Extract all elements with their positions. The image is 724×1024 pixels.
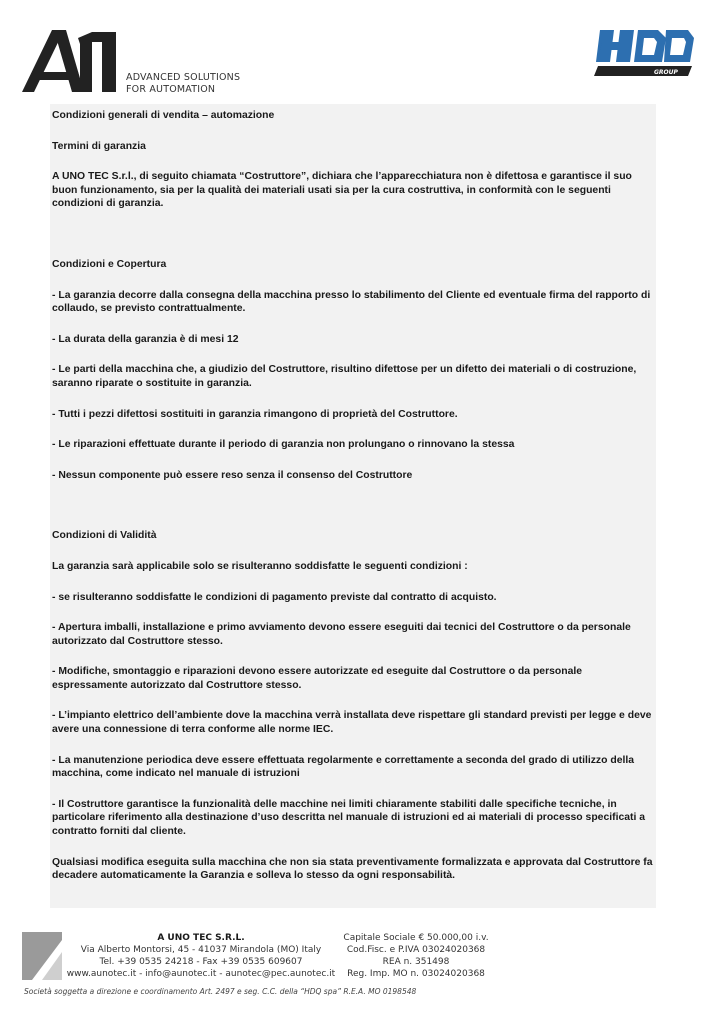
closing-paragraph: Qualsiasi modifica eseguita sulla macchina che non sia stata preventivamente formalizzata e approvata dal Costruttore fa decadere automaticamente la Garanzia e solleva lo stesso da ogni responsabilità.	[52, 856, 653, 882]
validity-item: - La manutenzione periodica deve essere effettuata regolarmente e correttamente a seconda del grado di utilizzo della macchina, come indicato nel manuale di istruzioni	[52, 754, 635, 780]
coverage-item: - Tutti i pezzi difettosi sostituiti in garanzia rimangono di proprietà del Costruttore.	[52, 408, 458, 420]
footer-rea: REA n. 351498	[382, 957, 450, 967]
document-title: Condizioni generali di vendita – automazione	[52, 110, 275, 121]
coverage-item: - La garanzia decorre dalla consegna della macchina presso lo stabilimento del Cliente ed eventuale firma del rapporto di collaudo, se previsto contrattualmente.	[52, 289, 651, 315]
a1-logo-icon	[22, 28, 118, 94]
footer-tax-code: Cod.Fisc. e P.IVA 03024020368	[346, 945, 486, 955]
validity-item: - Il Costruttore garantisce la funzionalità delle macchine nei limiti chiaramente stabiliti dalle specifiche tecniche, in particolare riferimento alla destinazione d’uso descritta nel manuale di istruzioni ed ai materiali di processo specificati a contratto forniti dal cliente.	[52, 798, 646, 838]
intro-paragraph: A UNO TEC S.r.l., di seguito chiamata “Costruttore”, dichiara che l’apparecchiatura non è difettosa e garantisce il suo buon funzionamento, sia per la qualità dei materiali usati sia per la cura costruttiva, in conformità con le seguenti condizioni di garanzia.	[52, 171, 632, 210]
footer-register: Reg. Imp. MO n. 03024020368	[347, 969, 485, 979]
footer-company-name: A UNO TEC S.R.L.	[157, 933, 245, 943]
validity-heading: Condizioni di Validità	[52, 530, 157, 542]
footer-contact-block	[66, 932, 336, 980]
document-body	[50, 104, 656, 908]
footer-address: Via Alberto Montorsi, 45 - 41037 Mirandola (MO) Italy	[80, 945, 322, 955]
page-footer	[0, 920, 724, 1024]
validity-intro: La garanzia sarà applicabile solo se risulteranno soddisfatte le seguenti condizioni :	[52, 560, 468, 572]
hdq-group-label: GROUP	[654, 69, 678, 76]
hdq-group-logo-icon	[592, 28, 696, 78]
coverage-item: - Le parti della macchina che, a giudizio del Costruttore, risultino difettose per un difetto dei materiali o di costruzione, saranno riparate o sostituite in garanzia.	[52, 364, 637, 389]
coverage-heading: Condizioni e Copertura	[52, 258, 167, 270]
footer-phone: Tel. +39 0535 24218 - Fax +39 0535 609607	[99, 957, 303, 967]
validity-item: - Modifiche, smontaggio e riparazioni devono essere autorizzate ed eseguite dal Costruttore o da personale espressamente autorizzato dal Costruttore stesso.	[52, 666, 583, 691]
coverage-item: - Nessun componente può essere reso senza il consenso del Costruttore	[52, 469, 413, 481]
validity-item: - Apertura imballi, installazione e primo avviamento devono essere eseguiti dai tecnici del Costruttore o da personale autorizzato dal Costruttore stesso.	[52, 622, 631, 647]
document-subtitle: Termini di garanzia	[52, 140, 146, 152]
company-tagline	[126, 72, 240, 96]
coverage-item: - Le riparazioni effettuate durante il periodo di garanzia non prolungano o rinnovano la stessa	[52, 439, 515, 451]
footer-note: Società soggetta a direzione e coordinamento Art. 2497 e seg. C.C. della “HDQ spa” R.E.A. MO 0198548	[24, 987, 417, 996]
tagline-line-1: ADVANCED SOLUTIONS	[126, 72, 241, 83]
coverage-item: - La durata della garanzia è di mesi 12	[52, 333, 239, 345]
a1-footer-mark-icon	[22, 932, 62, 980]
footer-legal-block	[336, 932, 496, 980]
tagline-line-2: FOR AUTOMATION	[126, 84, 216, 95]
validity-item: - L’impianto elettrico dell’ambiente dove la macchina verrà installata deve rispettare gli standard previsti per legge e deve avere una connessione di terra conforme alle norme IEC.	[52, 710, 652, 736]
footer-web: www.aunotec.it - info@aunotec.it - aunotec@pec.aunotec.it	[66, 969, 336, 979]
validity-item: - se risulteranno soddisfatte le condizioni di pagamento previste dal contratto di acquisto.	[52, 591, 497, 603]
page-header	[0, 0, 724, 104]
footer-capital: Capitale Sociale € 50.000,00 i.v.	[343, 933, 489, 943]
